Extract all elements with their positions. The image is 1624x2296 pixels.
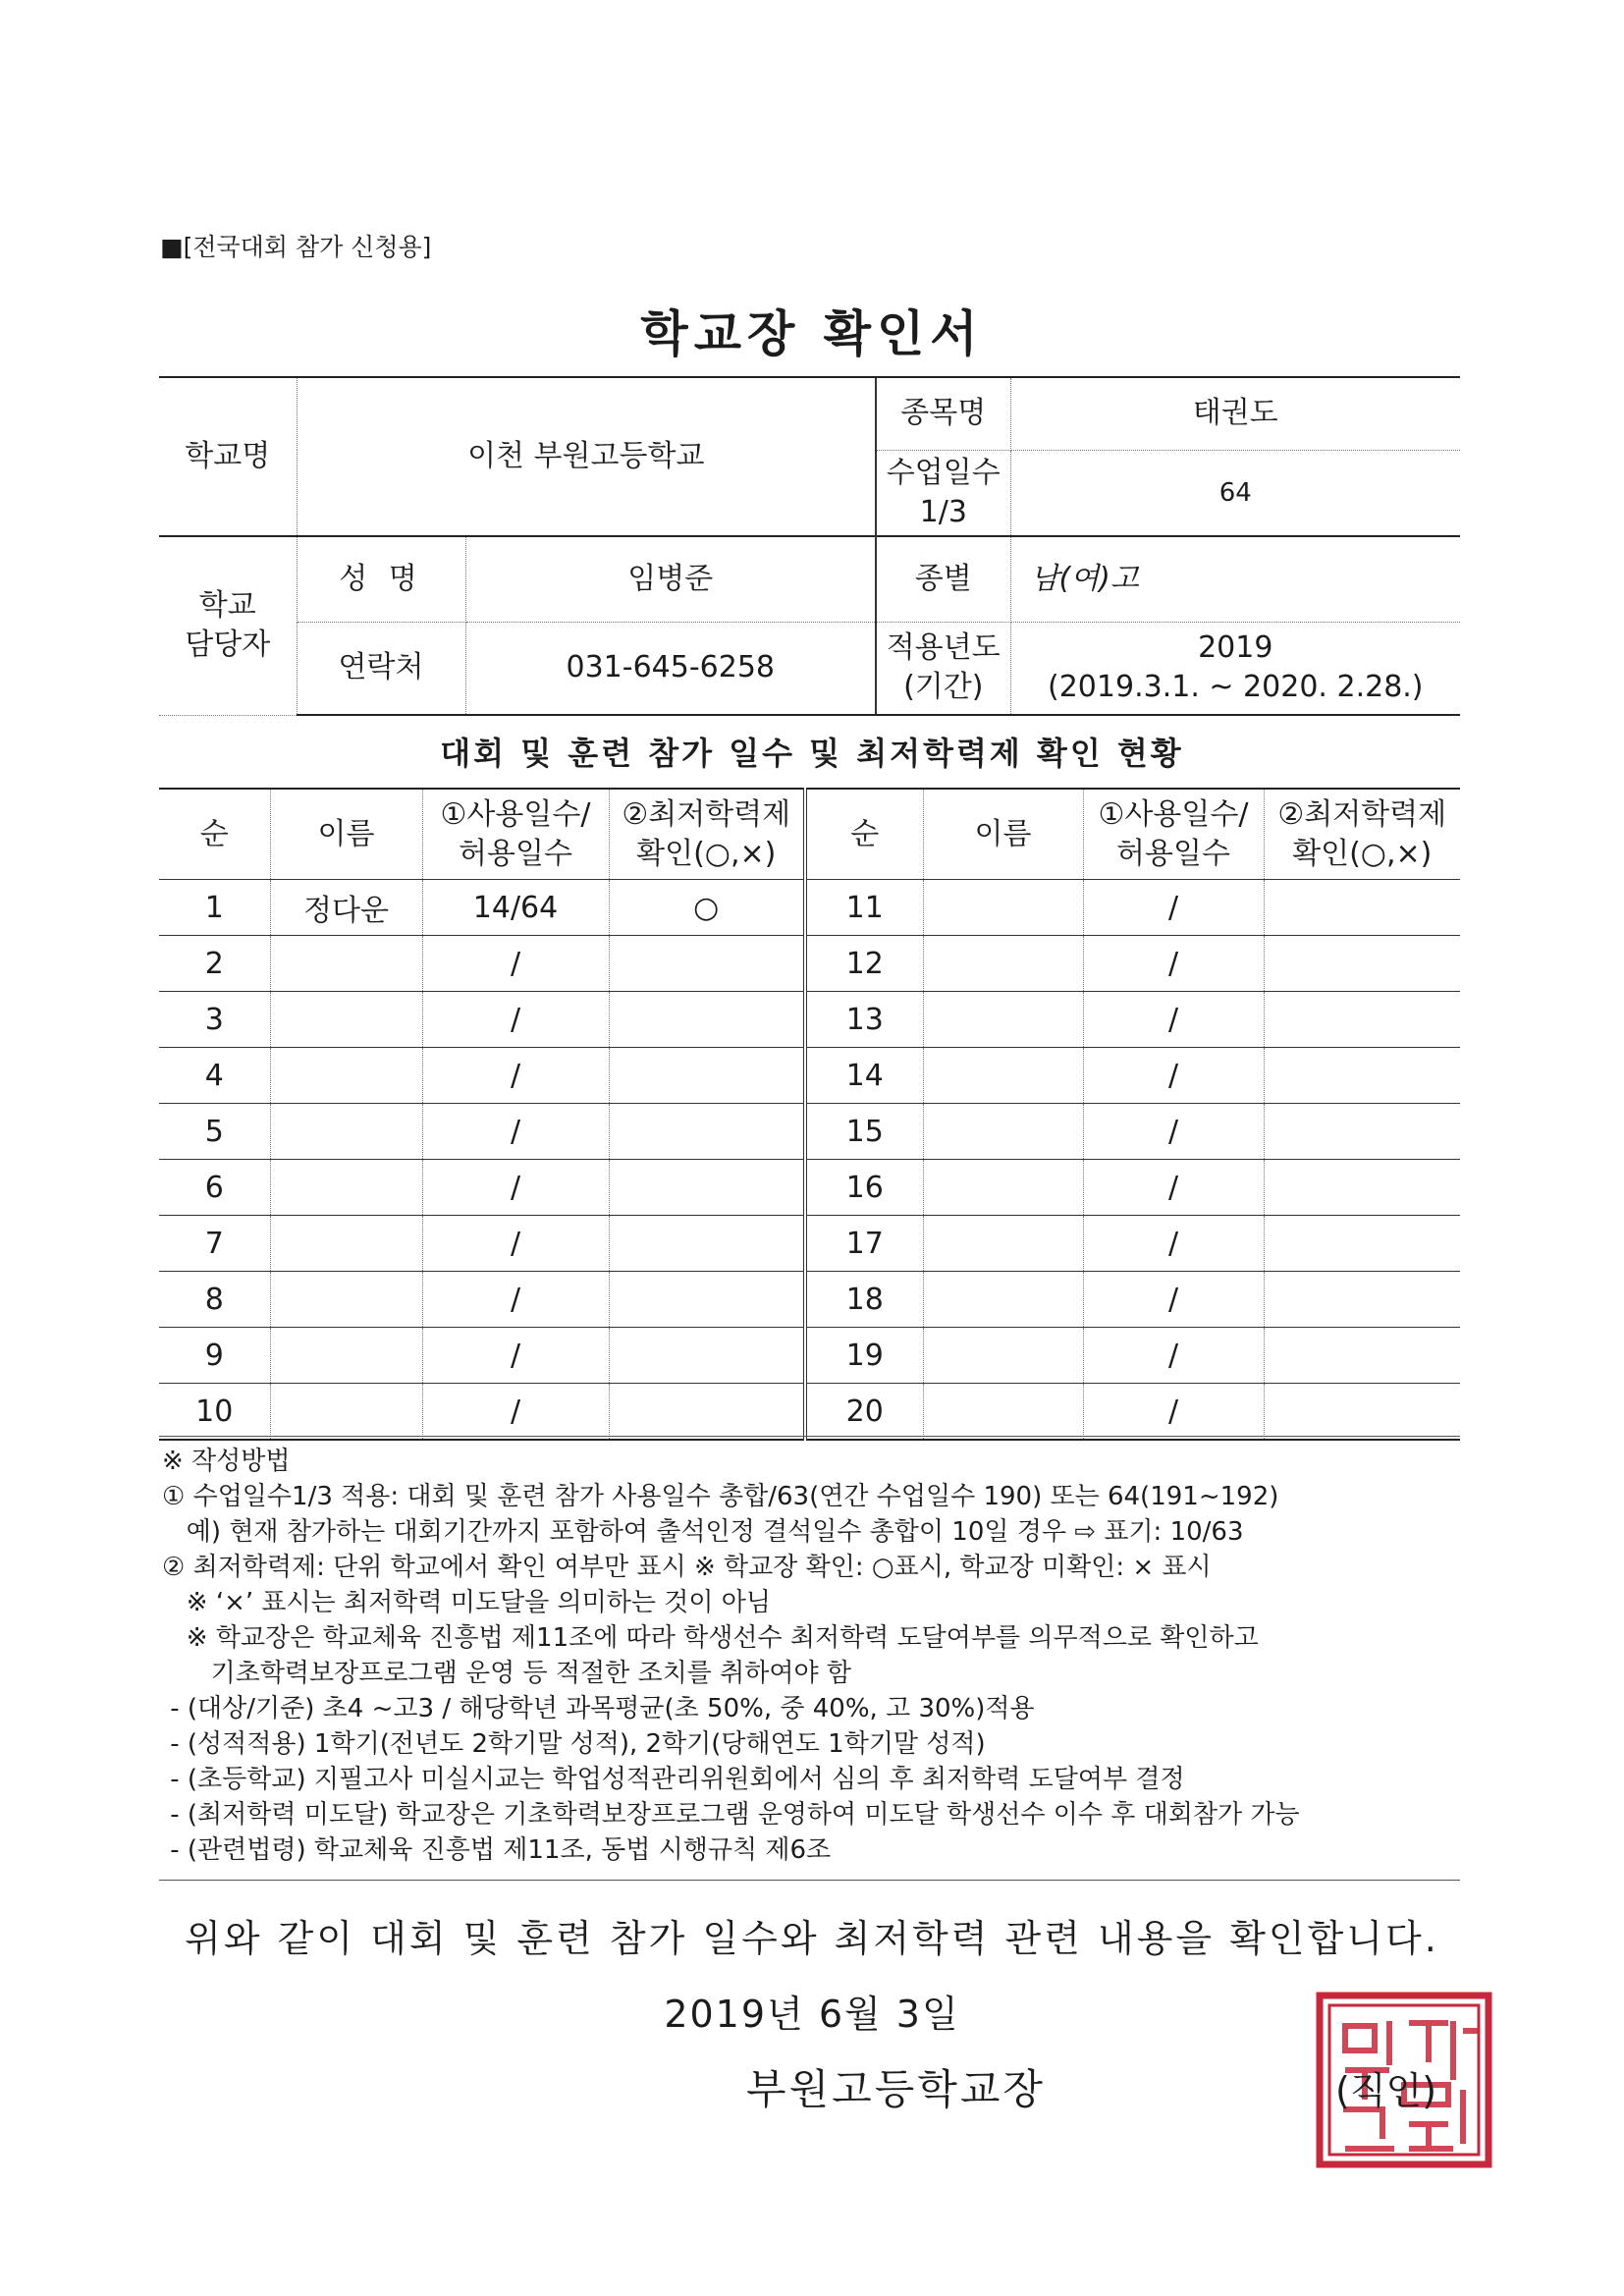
record-check xyxy=(1264,1384,1460,1441)
record-days: / xyxy=(422,1216,609,1272)
instruction-line: - (초등학교) 지필고사 미실시교는 학업성적관리위원회에서 심의 후 최저학력 도달여부 결정 xyxy=(162,1765,1185,1794)
record-check xyxy=(1264,1104,1460,1160)
record-name xyxy=(923,936,1083,992)
header-no: 순 xyxy=(805,789,923,880)
record-row xyxy=(159,1384,1460,1441)
records-subtitle: 대회 및 훈련 참가 일수 및 최저학력제 확인 현황 xyxy=(440,735,1184,772)
instruction-line: - (성적적용) 1학기(전년도 2학기말 성적), 2학기(당해연도 1학기말 성적) xyxy=(162,1729,986,1759)
record-row xyxy=(159,880,1460,936)
record-days: / xyxy=(422,1104,609,1160)
record-days: / xyxy=(422,1160,609,1216)
record-name xyxy=(923,1384,1083,1441)
school-info-table xyxy=(159,376,1460,716)
header-check: ②최저학력제 확인(○,×) xyxy=(1264,789,1460,880)
record-name xyxy=(923,1104,1083,1160)
record-no: 8 xyxy=(159,1272,270,1328)
issue-date: 2019년 6월 3일 xyxy=(664,1993,960,2036)
record-days: / xyxy=(422,992,609,1048)
record-name xyxy=(923,1048,1083,1104)
record-check xyxy=(609,1328,805,1384)
record-check xyxy=(1264,1048,1460,1104)
header-check: ②최저학력제 확인(○,×) xyxy=(609,789,805,880)
record-check xyxy=(1264,880,1460,936)
record-no: 4 xyxy=(159,1048,270,1104)
record-no: 19 xyxy=(805,1328,923,1384)
record-days: 14/64 xyxy=(422,880,609,936)
record-days: / xyxy=(422,936,609,992)
record-row xyxy=(159,1160,1460,1216)
instruction-line: ※ 작성방법 xyxy=(162,1447,291,1476)
record-days: / xyxy=(422,1272,609,1328)
instruction-line: ※ ‘×’ 표시는 최저학력 미도달을 의미하는 것이 아님 xyxy=(162,1588,771,1617)
record-name xyxy=(923,1328,1083,1384)
record-row xyxy=(159,1216,1460,1272)
school-name-value: 이천 부원고등학교 xyxy=(297,377,876,536)
header-days: ①사용일수/ 허용일수 xyxy=(1083,789,1264,880)
record-name xyxy=(270,1384,422,1441)
record-name xyxy=(270,936,422,992)
record-no: 20 xyxy=(805,1384,923,1441)
record-days: / xyxy=(422,1328,609,1384)
record-check xyxy=(1264,1272,1460,1328)
record-days: / xyxy=(1083,880,1264,936)
record-name xyxy=(923,1272,1083,1328)
gender-label: 종별 xyxy=(876,536,1010,622)
record-days: / xyxy=(1083,1384,1264,1441)
header-days: ①사용일수/ 허용일수 xyxy=(422,789,609,880)
record-no: 14 xyxy=(805,1048,923,1104)
name-label: 성 명 xyxy=(297,536,465,622)
record-no: 9 xyxy=(159,1328,270,1384)
instruction-line: 예) 현재 참가하는 대회기간까지 포함하여 출석인정 결석일수 총합이 10일 경우 ⇨ 표기: 10/63 xyxy=(162,1517,1244,1547)
notes-bottom-rule xyxy=(159,1880,1460,1881)
form-type-tag: ■[전국대회 참가 신청용] xyxy=(160,233,432,261)
record-check xyxy=(1264,936,1460,992)
record-name: 정다운 xyxy=(270,880,422,936)
record-no: 1 xyxy=(159,880,270,936)
record-row xyxy=(159,936,1460,992)
record-check xyxy=(1264,1328,1460,1384)
header-name: 이름 xyxy=(270,789,422,880)
instruction-line: - (최저학력 미도달) 학교장은 기초학력보장프로그램 운영하여 미도달 학생선수 이수 후 대회참가 가능 xyxy=(162,1800,1300,1830)
year-value: 2019 (2019.3.1. ~ 2020. 2.28.) xyxy=(1010,622,1460,715)
record-row xyxy=(159,1048,1460,1104)
record-days: / xyxy=(1083,1328,1264,1384)
record-row xyxy=(159,1104,1460,1160)
writing-instructions xyxy=(162,1444,1468,1868)
record-check xyxy=(609,1048,805,1104)
record-no: 2 xyxy=(159,936,270,992)
instruction-line: 기초학력보장프로그램 운영 등 적절한 조치를 취하여야 함 xyxy=(162,1659,851,1688)
record-check xyxy=(609,1384,805,1441)
record-no: 16 xyxy=(805,1160,923,1216)
record-days: / xyxy=(1083,1216,1264,1272)
notes-top-rule xyxy=(159,1436,1460,1437)
record-days: / xyxy=(1083,1048,1264,1104)
instruction-line: - (관련법령) 학교체육 진흥법 제11조, 동법 시행규칙 제6조 xyxy=(162,1835,832,1865)
record-no: 6 xyxy=(159,1160,270,1216)
record-row xyxy=(159,1272,1460,1328)
record-no: 10 xyxy=(159,1384,270,1441)
record-name xyxy=(270,992,422,1048)
record-check xyxy=(609,936,805,992)
sport-value: 태권도 xyxy=(1010,377,1460,450)
record-name xyxy=(270,1216,422,1272)
record-check xyxy=(609,1216,805,1272)
record-check xyxy=(1264,1160,1460,1216)
record-days: / xyxy=(1083,1104,1264,1160)
record-check xyxy=(1264,1216,1460,1272)
record-check xyxy=(609,1272,805,1328)
record-name xyxy=(270,1048,422,1104)
instruction-line: ② 최저학력제: 단위 학교에서 확인 여부만 표시 ※ 학교장 확인: ○표시, 학교장 미확인: × 표시 xyxy=(162,1553,1212,1582)
record-no: 12 xyxy=(805,936,923,992)
record-days: / xyxy=(1083,936,1264,992)
gender-value: 남(여)고 xyxy=(1010,536,1460,622)
record-name xyxy=(270,1328,422,1384)
record-no: 7 xyxy=(159,1216,270,1272)
instruction-line: ① 수업일수1/3 적용: 대회 및 훈련 참가 사용일수 총합/63(연간 수업일수 190) 또는 64(191~192) xyxy=(162,1482,1279,1511)
header-no: 순 xyxy=(159,789,270,880)
principal-title: 부원고등학교장 xyxy=(746,2065,1047,2113)
record-name xyxy=(923,1216,1083,1272)
record-name xyxy=(270,1272,422,1328)
confirmation-statement: 위와 같이 대회 및 훈련 참가 일수와 최저학력 관련 내용을 확인합니다. xyxy=(185,1917,1439,1960)
record-row xyxy=(159,1328,1460,1384)
instruction-line: ※ 학교장은 학교체육 진흥법 제11조에 따라 학생선수 최저학력 도달여부를 의무적으로 확인하고 xyxy=(162,1623,1259,1653)
record-name xyxy=(923,992,1083,1048)
record-no: 18 xyxy=(805,1272,923,1328)
class-days-label: 수업일수 1/3 xyxy=(876,450,1010,536)
participation-records-table xyxy=(159,788,1460,1441)
contact-label: 연락처 xyxy=(297,622,465,715)
manager-name-value: 임병준 xyxy=(465,536,876,622)
record-check xyxy=(609,1160,805,1216)
record-days: / xyxy=(1083,1272,1264,1328)
record-days: / xyxy=(1083,992,1264,1048)
year-label: 적용년도 (기간) xyxy=(876,622,1010,715)
record-days: / xyxy=(1083,1160,1264,1216)
header-name: 이름 xyxy=(923,789,1083,880)
record-check: ○ xyxy=(609,880,805,936)
record-name xyxy=(270,1104,422,1160)
school-name-label: 학교명 xyxy=(159,377,297,536)
contact-value: 031-645-6258 xyxy=(465,622,876,715)
record-no: 11 xyxy=(805,880,923,936)
sport-label: 종목명 xyxy=(876,377,1010,450)
record-check xyxy=(1264,992,1460,1048)
record-no: 15 xyxy=(805,1104,923,1160)
record-no: 5 xyxy=(159,1104,270,1160)
seal-label: (직인) xyxy=(1335,2069,1437,2112)
records-header-row xyxy=(159,789,1460,880)
record-no: 3 xyxy=(159,992,270,1048)
manager-label: 학교 담당자 xyxy=(159,536,297,715)
record-name xyxy=(923,880,1083,936)
record-name xyxy=(270,1160,422,1216)
record-days: / xyxy=(422,1384,609,1441)
record-row xyxy=(159,992,1460,1048)
record-no: 13 xyxy=(805,992,923,1048)
document-title: 학교장 확인서 xyxy=(640,305,984,362)
instruction-line: - (대상/기준) 초4 ~고3 / 해당학년 과목평균(초 50%, 중 40%, 고 30%)적용 xyxy=(162,1694,1035,1723)
record-name xyxy=(923,1160,1083,1216)
record-days: / xyxy=(422,1048,609,1104)
record-check xyxy=(609,992,805,1048)
class-days-value: 64 xyxy=(1010,450,1460,536)
record-no: 17 xyxy=(805,1216,923,1272)
record-check xyxy=(609,1104,805,1160)
